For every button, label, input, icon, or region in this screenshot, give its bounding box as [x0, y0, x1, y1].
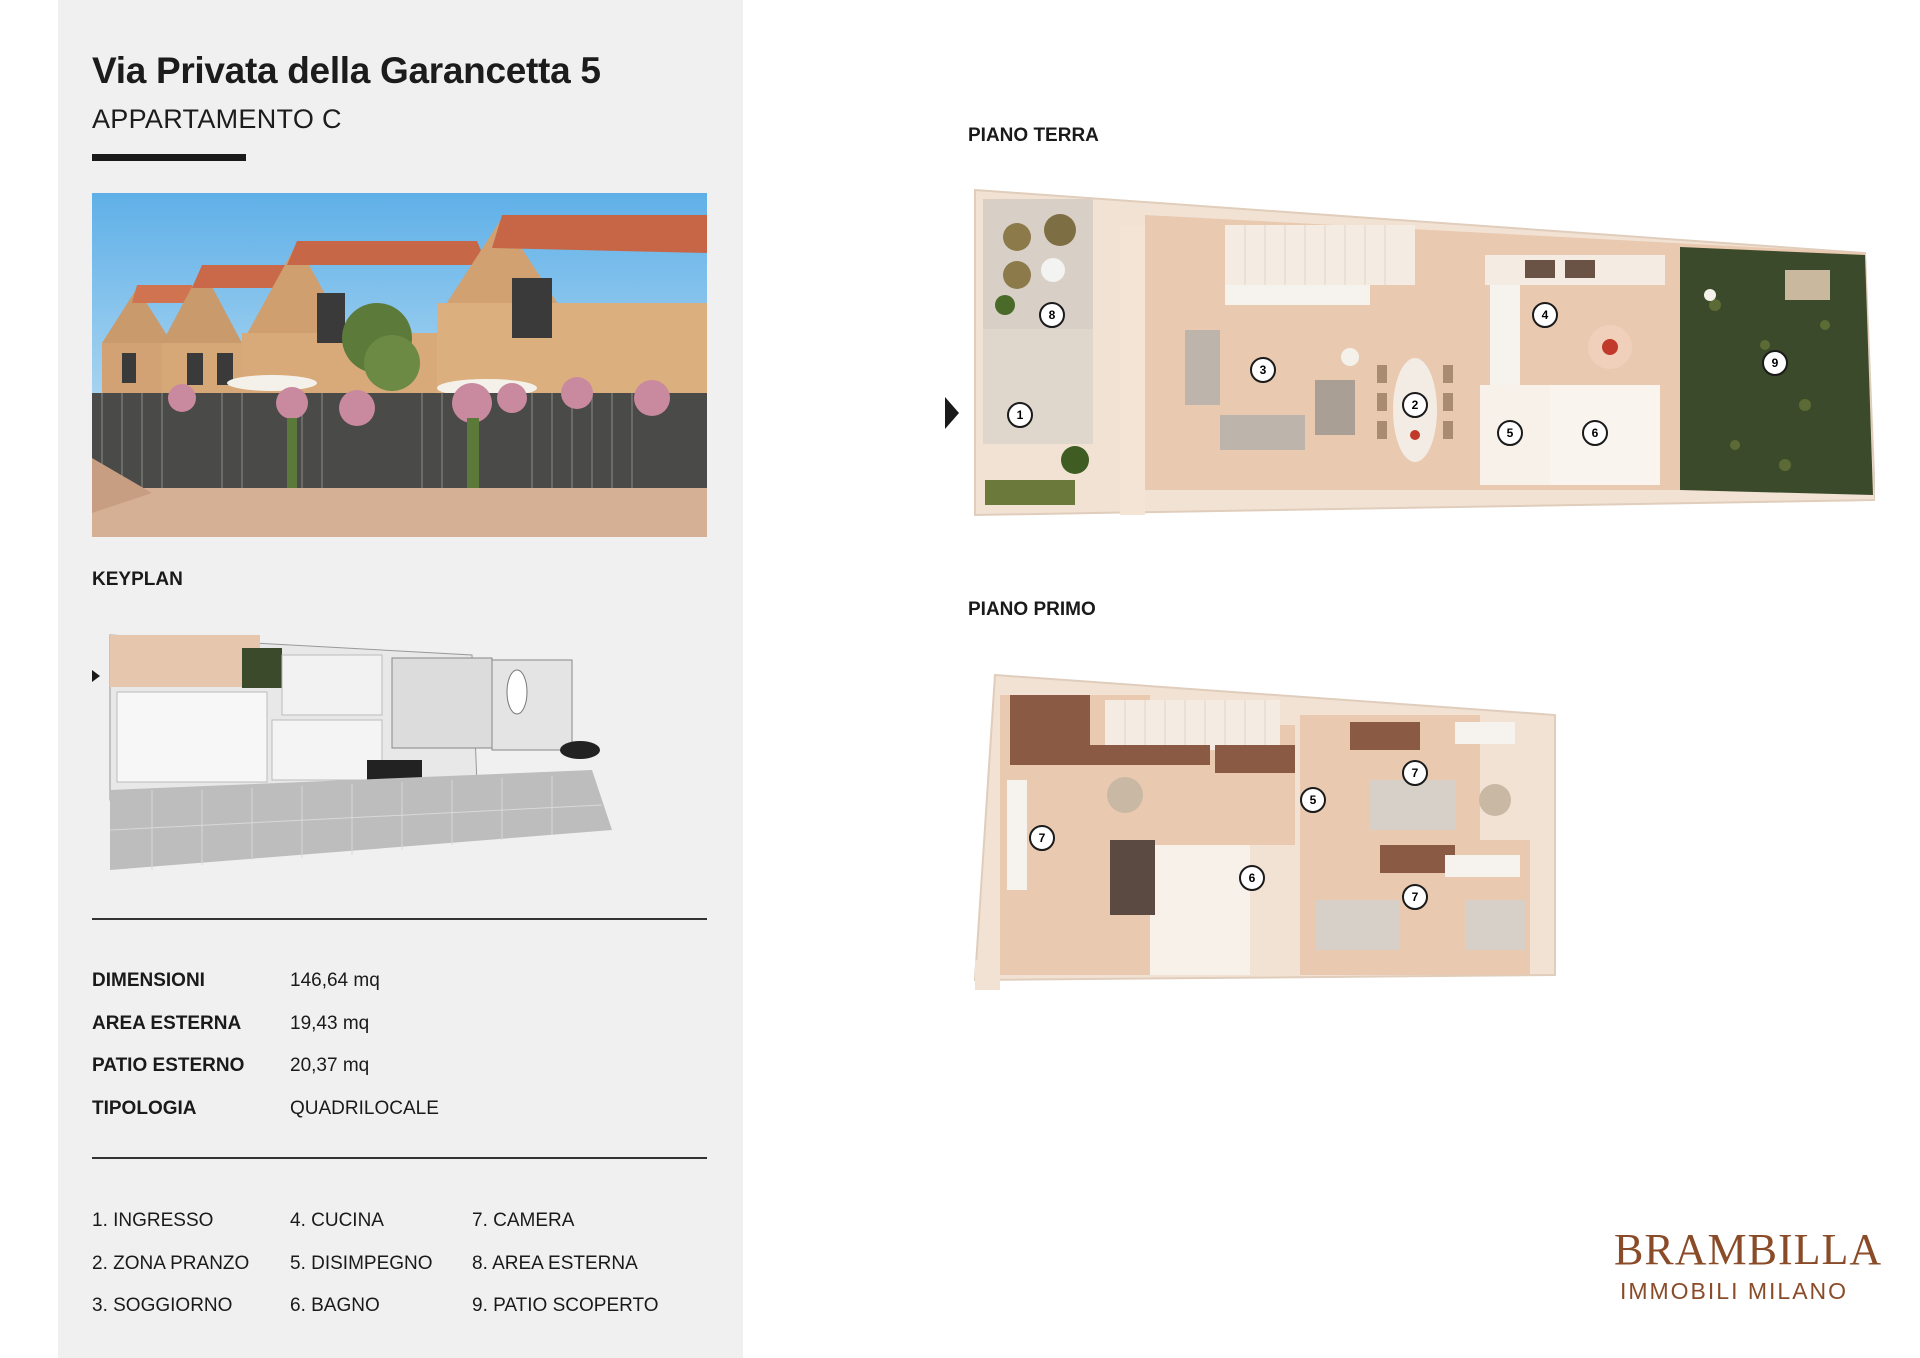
room-legend — [92, 1200, 707, 1328]
floor-label-ground: PIANO TERRA — [968, 125, 1099, 146]
marker-label: 5 — [1506, 426, 1514, 440]
spec-label: DIMENSIONI — [92, 970, 205, 992]
legend-item: 1. INGRESSO — [92, 1210, 214, 1232]
marker-label: 1 — [1016, 408, 1024, 422]
legend-item: 9. PATIO SCOPERTO — [472, 1295, 659, 1317]
entry-arrow-icon — [945, 397, 959, 429]
legend-item: 5. DISIMPEGNO — [290, 1252, 433, 1274]
spec-row-tipologia — [92, 1088, 707, 1131]
legend-item: 7. CAMERA — [472, 1210, 575, 1232]
legend-item: 4. CUCINA — [290, 1210, 384, 1232]
spec-value: 19,43 mq — [290, 1012, 370, 1034]
spec-row-dimensioni — [92, 960, 707, 1003]
spec-label: AREA ESTERNA — [92, 1012, 242, 1034]
spec-value: QUADRILOCALE — [290, 1097, 439, 1119]
floor-plan-ground — [945, 185, 1875, 520]
divider — [92, 918, 707, 920]
keyplan-map — [92, 630, 632, 875]
spec-label: TIPOLOGIA — [92, 1097, 197, 1119]
spec-label: PATIO ESTERNO — [92, 1055, 245, 1077]
info-panel — [58, 0, 743, 1358]
divider — [92, 1157, 707, 1159]
floor-label-first: PIANO PRIMO — [968, 599, 1096, 620]
spec-value: 20,37 mq — [290, 1055, 370, 1077]
legend-item: 3. SOGGIORNO — [92, 1295, 233, 1317]
building-photo — [92, 193, 707, 537]
spec-row-area-esterna — [92, 1003, 707, 1046]
page-subtitle: APPARTAMENTO C — [92, 104, 342, 134]
marker-label: 8 — [1048, 308, 1056, 322]
legend-item: 6. BAGNO — [290, 1295, 380, 1317]
spec-row-patio-esterno — [92, 1045, 707, 1088]
logo-name: BRAMBILLA — [1614, 1225, 1883, 1274]
marker-label: 6 — [1591, 426, 1599, 440]
marker-label: 9 — [1771, 356, 1779, 370]
marker-label: 3 — [1259, 363, 1267, 377]
legend-row — [92, 1243, 707, 1286]
marker-label: 6 — [1248, 871, 1256, 885]
legend-item: 8. AREA ESTERNA — [472, 1252, 638, 1274]
title-underline — [92, 154, 246, 161]
legend-row — [92, 1285, 707, 1328]
marker-label: 4 — [1541, 308, 1549, 322]
spec-value: 146,64 mq — [290, 970, 380, 992]
marker-label: 7 — [1411, 766, 1419, 780]
marker-label: 7 — [1411, 890, 1419, 904]
marker-label: 2 — [1411, 398, 1419, 412]
keyplan-label: KEYPLAN — [92, 569, 183, 590]
legend-item: 2. ZONA PRANZO — [92, 1252, 250, 1274]
logo-tagline: IMMOBILI MILANO — [1619, 1278, 1849, 1304]
floor-plan-first — [965, 670, 1565, 1000]
specs-table — [92, 960, 707, 1130]
marker-label: 7 — [1038, 831, 1046, 845]
legend-row — [92, 1200, 707, 1243]
marker-label: 5 — [1309, 793, 1317, 807]
page-title: Via Privata della Garancetta 5 — [92, 50, 601, 91]
brand-logo — [1614, 1225, 1883, 1305]
